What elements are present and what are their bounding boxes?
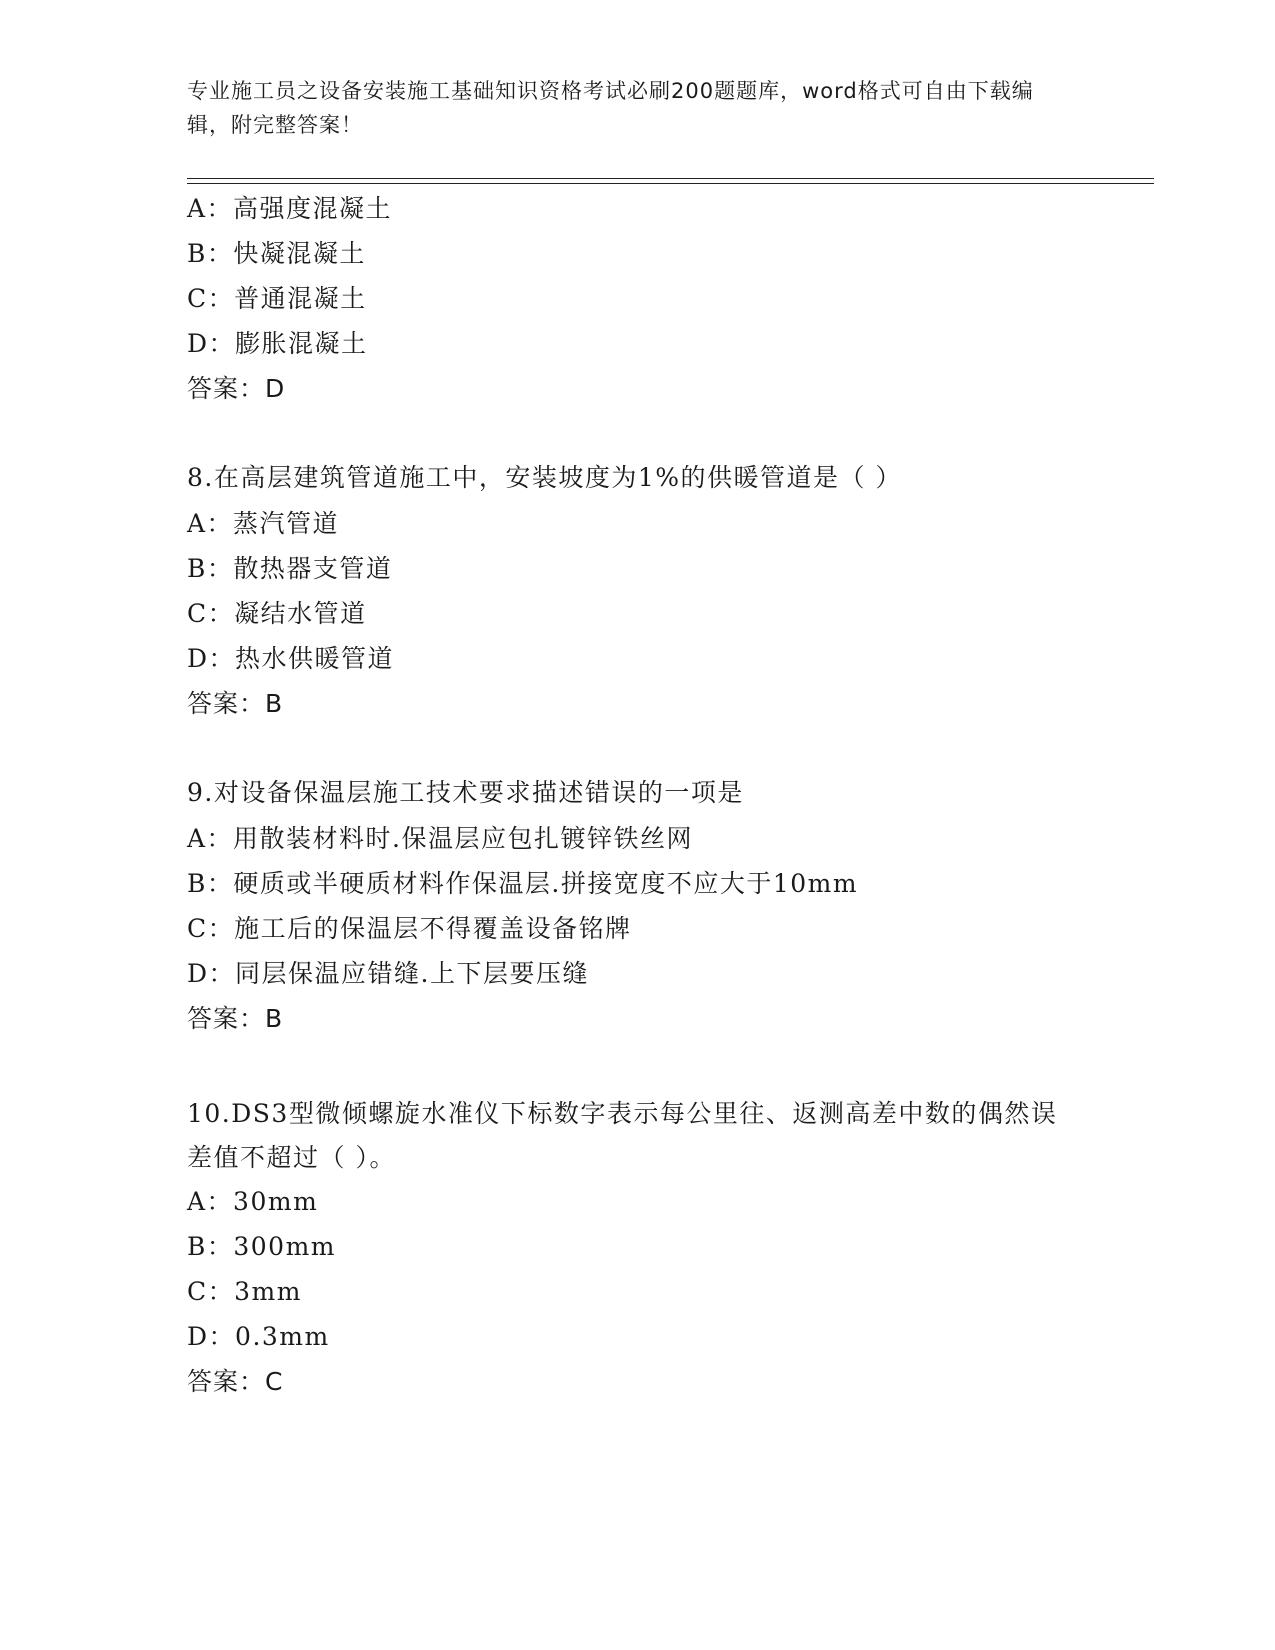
option-d: D：同层保温应错缝.上下层要压缝	[187, 959, 589, 988]
answer: 答案：B	[187, 1004, 284, 1033]
option-a: A：蒸汽管道	[187, 509, 340, 538]
document-header: 专业施工员之设备安装施工基础知识资格考试必刷200题题库，word格式可自由下载编辑，附完整答案！	[187, 79, 1034, 137]
answer: 答案：B	[187, 689, 284, 718]
option-c: C：凝结水管道	[187, 599, 367, 628]
option-b: B：硬质或半硬质材料作保温层.拼接宽度不应大于10mm	[187, 869, 859, 898]
question-stem: 10.DS3型微倾螺旋水准仪下标数字表示每公里往、返测高差中数的偶然误差值不超过（ ）。	[187, 1099, 1058, 1172]
option-a: A：用散装材料时.保温层应包扎镀锌铁丝网	[187, 824, 694, 853]
answer: 答案：C	[187, 1367, 284, 1396]
question-stem: 9.对设备保温层施工技术要求描述错误的一项是	[187, 778, 744, 807]
option-c: C：施工后的保温层不得覆盖设备铭牌	[187, 914, 632, 943]
answer: 答案：D	[187, 374, 286, 403]
question-stem: 8.在高层建筑管道施工中，安装坡度为1%的供暖管道是（ ）	[187, 463, 902, 492]
option-a: A：30mm	[187, 1187, 319, 1216]
option-c: C：普通混凝土	[187, 284, 367, 313]
option-b: B：散热器支管道	[187, 554, 393, 583]
option-a: A：高强度混凝土	[187, 194, 393, 223]
option-d: D：0.3mm	[187, 1322, 330, 1351]
option-d: D：热水供暖管道	[187, 644, 395, 673]
option-d: D：膨胀混凝土	[187, 329, 368, 358]
header-rule-bottom	[187, 183, 1154, 184]
option-c: C：3mm	[187, 1277, 302, 1306]
option-b: B：快凝混凝土	[187, 239, 366, 268]
option-b: B：300mm	[187, 1232, 337, 1261]
header-rule-top	[187, 178, 1154, 179]
